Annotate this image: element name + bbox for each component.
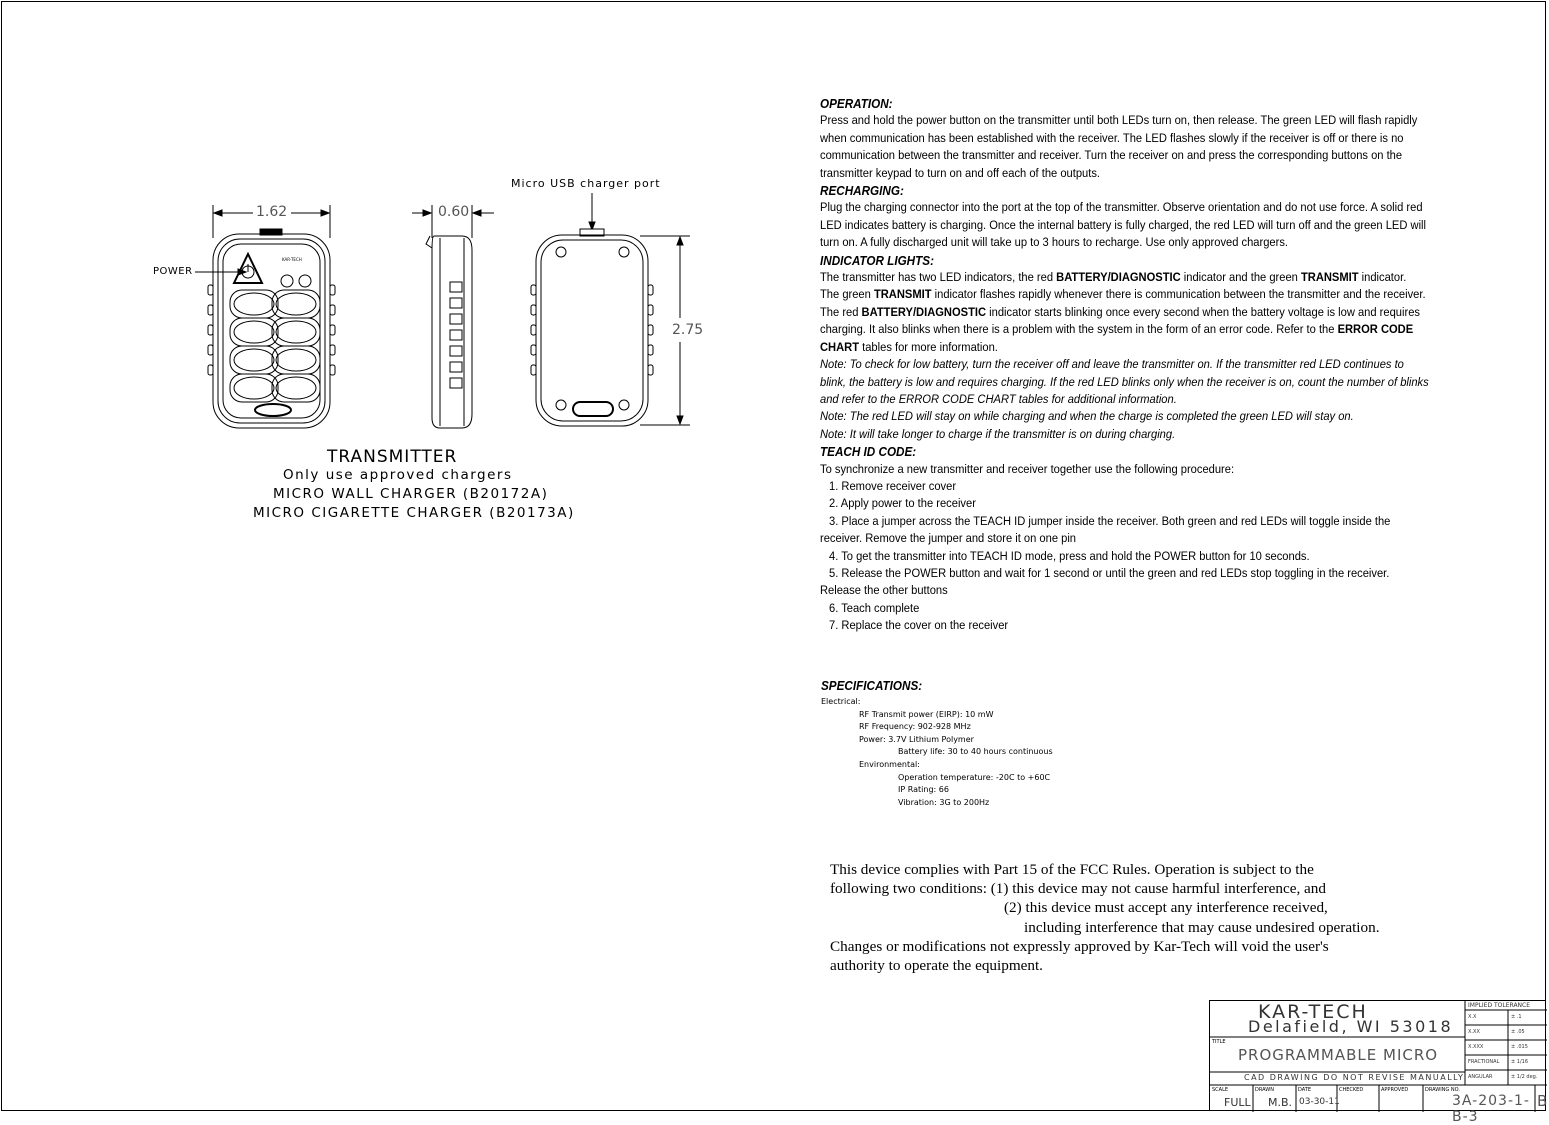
- title-block: [1209, 1000, 1548, 1125]
- recharging-heading: RECHARGING:: [820, 183, 904, 199]
- drawing-title: PROGRAMMABLE MICRO: [1238, 1046, 1439, 1064]
- spec-power: Power: 3.7V Lithium Polymer: [859, 734, 974, 744]
- dim-width-label: 1.62: [256, 204, 288, 220]
- spec-electrical: Electrical:: [821, 697, 861, 706]
- device-logo: KAR-TECH: [282, 257, 302, 262]
- caption-title: TRANSMITTER: [327, 447, 458, 467]
- revision: B: [1537, 1092, 1548, 1110]
- tolerance-label: X.XX: [1468, 1029, 1480, 1035]
- specs-heading: SPECIFICATIONS:: [821, 678, 923, 693]
- usb-port-label: Micro USB charger port: [511, 177, 661, 190]
- scale-value: FULL: [1224, 1096, 1251, 1109]
- indicator-para-3: The red BATTERY/DIAGNOSTIC indicator starts blinking once every second when the battery voltage is low and requires charging. It also blinks when there is a problem with the system in the form of an error code. Refer to the ERROR CODE CHART tables for more information.: [820, 304, 1420, 354]
- drawn-label: DRAWN: [1255, 1087, 1274, 1093]
- fcc-statement: [830, 860, 1380, 975]
- fcc-line: Changes or modifications not expressly approved by Kar-Tech will void the user's: [830, 937, 1329, 955]
- power-label: POWER: [153, 266, 193, 277]
- teach-step: 2. Apply power to the receiver: [829, 496, 976, 511]
- spec-rf-frequency: RF Frequency: 902-928 MHz: [859, 722, 971, 732]
- spec-battery-life: Battery life: 30 to 40 hours continuous: [898, 747, 1053, 757]
- teach-step: 1. Remove receiver cover: [829, 478, 957, 493]
- caption-line-2: MICRO WALL CHARGER (B20172A): [273, 486, 549, 502]
- teach-step: 5. Release the POWER button and wait for 1 second or until the green and red LEDs stop toggling in the receiver. Release the other buttons: [820, 565, 1390, 598]
- dim-height-label: 2.75: [672, 322, 704, 338]
- tolerance-value: ± 1/16: [1511, 1059, 1529, 1065]
- fcc-line: This device complies with Part 15 of the FCC Rules. Operation is subject to the: [830, 861, 1314, 878]
- date-label: DATE: [1298, 1087, 1312, 1093]
- teach-heading: TEACH ID CODE:: [820, 444, 917, 460]
- transmitter-drawing: [140, 170, 700, 440]
- spec-rf-power: RF Transmit power (EIRP): 10 mW: [859, 709, 994, 719]
- tolerance-label: X.X: [1468, 1014, 1477, 1020]
- cad-note: CAD DRAWING DO NOT REVISE MANUALLY: [1244, 1073, 1465, 1082]
- scale-label: SCALE: [1212, 1087, 1229, 1093]
- instructions-panel: [820, 95, 1432, 635]
- spec-vibration: Vibration: 3G to 200Hz: [898, 797, 990, 807]
- tolerance-value: ± .05: [1511, 1029, 1525, 1035]
- checked-label: CHECKED: [1339, 1087, 1364, 1093]
- tolerance-value: ± 1/2 deg.: [1511, 1074, 1538, 1080]
- fcc-line: authority to operate the equipment.: [830, 957, 1043, 975]
- caption-line-3: MICRO CIGARETTE CHARGER (B20173A): [253, 505, 575, 521]
- tolerance-label: ANGULAR: [1468, 1074, 1493, 1080]
- operation-heading: OPERATION:: [820, 96, 893, 111]
- tolerance-label: FRACTIONAL: [1468, 1059, 1500, 1065]
- indicator-para-2: The green TRANSMIT indicator flashes rapidly whenever there is communication between the transmitter and the receiver.: [820, 287, 1426, 302]
- teach-step: 7. Replace the cover on the receiver: [829, 618, 1009, 633]
- approved-label: APPROVED: [1381, 1087, 1409, 1093]
- operation-body: Press and hold the power button on the transmitter until both LEDs turn on, then release. The green LED will flash rapidly when communication has been established with the receiver. The LED flashes slowly if the receiver is off or there is no communication between the transmitter and receiver. Turn the receiver on and press the corresponding buttons on the transmitter keypad to turn on and off each of the outputs.: [820, 113, 1418, 180]
- teach-step: 4. To get the transmitter into TEACH ID mode, press and hold the POWER button for 10 seconds.: [829, 548, 1310, 563]
- company-city: Delafield, WI 53018: [1248, 1017, 1454, 1036]
- tolerance-value: ± .015: [1511, 1044, 1528, 1050]
- spec-operation-temp: Operation temperature: -20C to +60C: [898, 772, 1051, 782]
- teach-intro: To synchronize a new transmitter and receiver together use the following procedure:: [820, 461, 1235, 476]
- drawing-number: 3A-203-1-B-3: [1452, 1093, 1530, 1125]
- specs-list: [821, 696, 1053, 809]
- date-value: 03-30-11: [1299, 1097, 1340, 1107]
- tolerance-value: ± .1: [1511, 1014, 1522, 1020]
- drawing-no-label: DRAWING NO.: [1425, 1087, 1460, 1093]
- fcc-line: including interference that may cause undesired operation.: [1024, 918, 1380, 936]
- spec-environmental: Environmental:: [859, 759, 920, 769]
- spec-ip-rating: IP Rating: 66: [898, 785, 949, 795]
- teach-step: 6. Teach complete: [829, 600, 920, 615]
- title-label: TITLE: [1212, 1039, 1226, 1045]
- indicator-note-3: Note: It will take longer to charge if the transmitter is on during charging.: [820, 426, 1176, 441]
- fcc-line: following two conditions: (1) this device may not cause harmful interference, and: [830, 880, 1326, 898]
- company-name: KAR-TECH: [1258, 1001, 1368, 1023]
- indicator-note-2: Note: The red LED will stay on while charging and when the charge is completed the green LED will stay on.: [820, 409, 1354, 424]
- recharging-body: Plug the charging connector into the port at the top of the transmitter. Observe orientation and do not use force. A solid red LED indicates battery is charging. Once the internal battery is fully charged, the red LED will turn off and the green LED will turn on. A fully discharged unit will take up to 3 hours to recharge. Use only approved chargers.: [820, 200, 1427, 250]
- teach-step: 3. Place a jumper across the TEACH ID jumper inside the receiver. Both green and red LEDs will toggle inside the receiver. Remove the jumper and store it on one pin: [820, 513, 1391, 546]
- drawn-value: M.B.: [1268, 1096, 1293, 1109]
- indicator-note-1: Note: To check for low battery, turn the receiver off and leave the transmitter on. If the transmitter red LED continues to blink, the battery is low and requires charging. If the red LED blinks only when the receiver is on, count the number of blinks and refer to the ERROR CODE CHART tables for additional information.: [820, 357, 1429, 406]
- indicator-heading: INDICATOR LIGHTS:: [820, 252, 934, 268]
- indicator-para-1: The transmitter has two LED indicators, the red BATTERY/DIAGNOSTIC indicator and the green TRANSMIT indicator.: [820, 270, 1407, 285]
- tolerance-heading: IMPLIED TOLERANCE: [1468, 1002, 1531, 1009]
- tolerance-label: X.XXX: [1468, 1044, 1484, 1050]
- caption-line-1: Only use approved chargers: [283, 467, 513, 483]
- fcc-line: (2) this device must accept any interference received,: [1004, 899, 1328, 917]
- dim-depth-label: 0.60: [438, 204, 470, 220]
